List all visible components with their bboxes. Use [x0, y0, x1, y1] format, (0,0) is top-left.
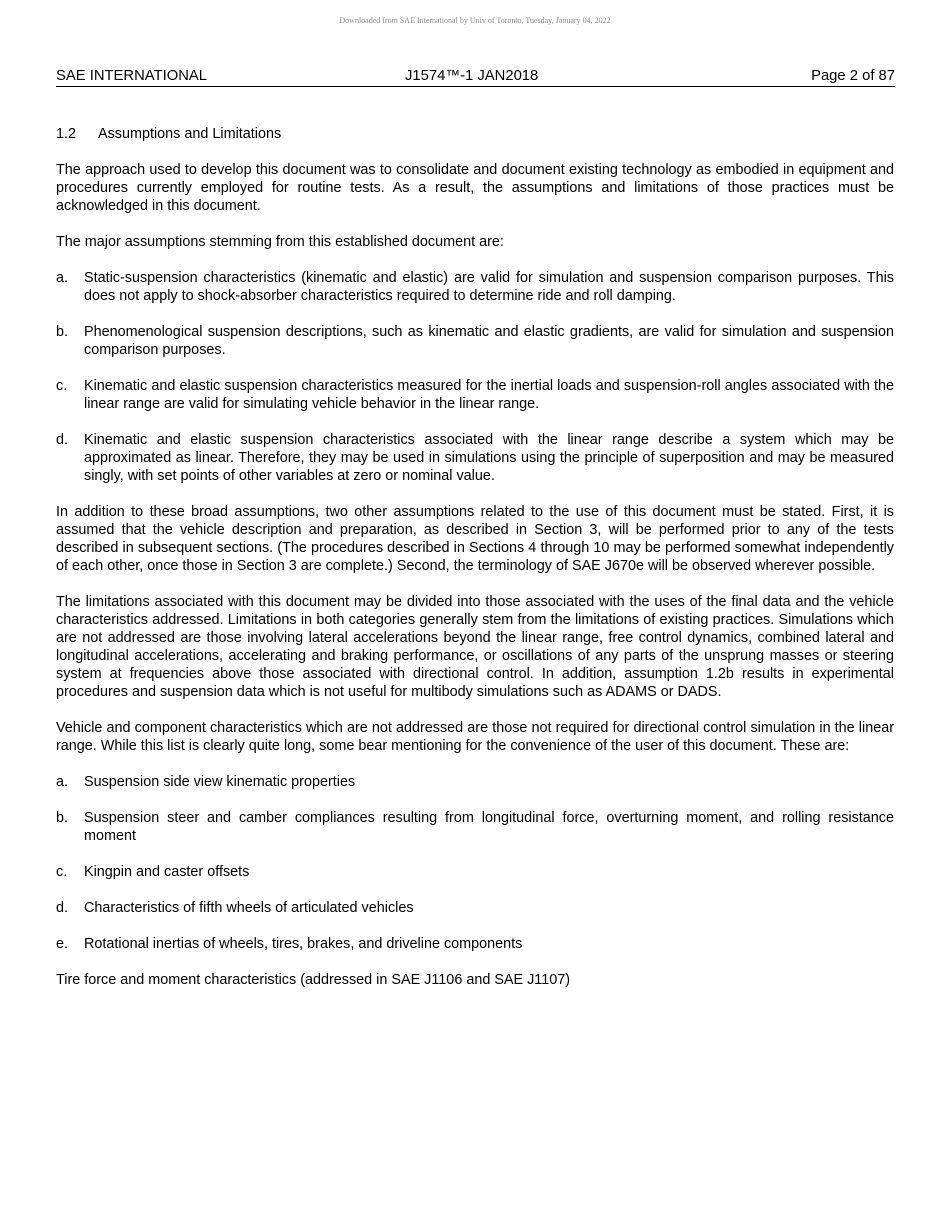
section-number: 1.2 — [56, 126, 77, 142]
list-item — [56, 935, 894, 953]
list-marker: d. — [56, 900, 69, 916]
not-addressed-lead: Vehicle and component characteristics which are not addressed are those not required for directional control simulation in the linear range. While this list is clearly quite long, some bear mentioning for the convenience of the user of this document. These are: — [56, 720, 894, 754]
not-addressed-list — [56, 773, 894, 953]
list-item — [56, 269, 894, 305]
list-marker: c. — [56, 864, 68, 880]
section-heading — [56, 125, 894, 143]
list-item-text: Rotational inertias of wheels, tires, brakes, and driveline components — [84, 936, 523, 952]
list-item-text: Kinematic and elastic suspension characteristics associated with the linear range describe a system which may be approximated as linear. Therefore, they may be used in simulations using the principle of superposition and may be measured singly, with set points of other variables at zero or nominal value. — [84, 432, 894, 484]
list-marker: a. — [56, 270, 69, 286]
page-header — [56, 66, 895, 87]
page-body — [56, 125, 894, 1007]
list-marker: b. — [56, 810, 69, 826]
list-marker: c. — [56, 378, 68, 394]
list-item-text: Kingpin and caster offsets — [84, 864, 250, 880]
list-item-text: Suspension steer and camber compliances resulting from longitudinal force, overturning moment, and rolling resistance moment — [84, 810, 894, 844]
list-item — [56, 431, 894, 485]
download-watermark: Downloaded from SAE International by Univ of Toronto, Tuesday, January 04, 2022 — [339, 16, 611, 25]
limitations-paragraph: The limitations associated with this document may be divided into those associated with the uses of the final data and the vehicle characteristics addressed. Limitations in both categories generally stem from the limitations of existing practices. Simulations which are not addressed are those involving lateral accelerations beyond the linear range, free control dynamics, combined lateral and longitudinal accelerations, accelerating and braking performance, or oscillations of any parts of the unsprung masses or steering system at frequencies above those associated with directional control. In addition, assumption 1.2b results in experimental procedures and suspension data which is not useful for multibody simulations such as ADAMS or DADS. — [56, 594, 894, 700]
list-item-text: Phenomenological suspension descriptions, such as kinematic and elastic gradients, are valid for simulation and suspension comparison purposes. — [84, 324, 894, 358]
list-marker: e. — [56, 936, 69, 952]
list-item-text: Kinematic and elastic suspension characteristics measured for the inertial loads and suspension-roll angles associated with the linear range are valid for simulating vehicle behavior in the linear range. — [84, 378, 894, 412]
header-organization: SAE INTERNATIONAL — [56, 68, 208, 84]
list-item — [56, 863, 894, 881]
additional-assumptions-paragraph: In addition to these broad assumptions, two other assumptions related to the use of this document must be stated. First, it is assumed that the vehicle description and preparation, as described in Section 3, will be performed prior to any of the tests described in subsequent sections. (The procedures described in Sections 4 through 10 may be performed somewhat independently of each other, once those in Section 3 are complete.) Second, the terminology of SAE J670e will be observed wherever possible. — [56, 504, 894, 574]
list-item-text: Characteristics of fifth wheels of articulated vehicles — [84, 900, 414, 916]
list-item — [56, 377, 894, 413]
section-title: Assumptions and Limitations — [98, 126, 282, 142]
list-item — [56, 323, 894, 359]
list-marker: b. — [56, 324, 69, 340]
list-item — [56, 899, 894, 917]
list-marker: a. — [56, 774, 69, 790]
list-item — [56, 773, 894, 791]
list-item — [56, 809, 894, 845]
header-document-id: J1574™-1 JAN2018 — [405, 68, 539, 84]
list-item-text: Static-suspension characteristics (kinematic and elastic) are valid for simulation and suspension comparison purposes. This does not apply to shock-absorber characteristics required to determine ride and roll damping. — [84, 270, 894, 304]
assumptions-list — [56, 269, 894, 485]
list-marker: d. — [56, 432, 69, 448]
intro-paragraph: The approach used to develop this document was to consolidate and document existing technology as embodied in equipment and procedures currently employed for routine tests. As a result, the assumptions and limitations of those practices must be acknowledged in this document. — [56, 162, 894, 214]
tire-note-paragraph: Tire force and moment characteristics (addressed in SAE J1106 and SAE J1107) — [56, 972, 571, 988]
header-page-number: Page 2 of 87 — [811, 68, 895, 84]
major-assumptions-lead: The major assumptions stemming from this established document are: — [56, 234, 504, 250]
list-item-text: Suspension side view kinematic properties — [84, 774, 356, 790]
